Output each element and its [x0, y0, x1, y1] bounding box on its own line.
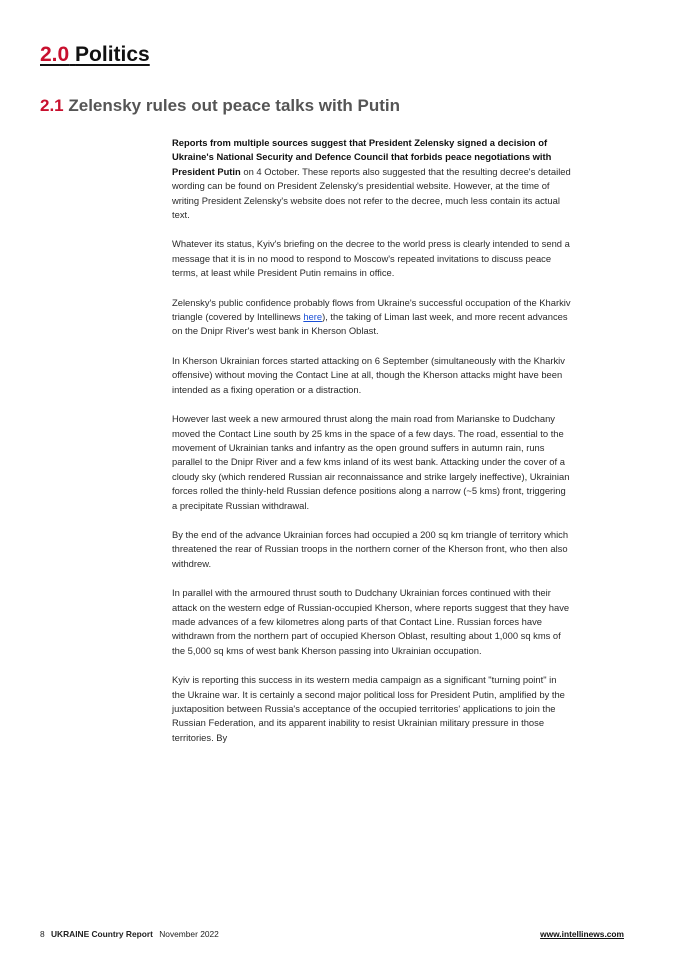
paragraph-8: Kyiv is reporting this success in its western media campaign as a significant "turning point" in the Ukraine war. It is certainly a second major political loss for President Putin, amplified by the juxtaposition between Russia's acceptance of the occupied territories' applications to join the Russian Federation, and its apparent inability to resist Ukrainian military pressure in those territories. By [172, 674, 565, 743]
report-name: UKRAINE Country Report [51, 929, 153, 939]
paragraph-4: In Kherson Ukrainian forces started attacking on 6 September (simultaneously with the Kharkiv offensive) without moving the Contact Line at all, though the Kherson attacks might have been intended as a fixing operation or a distraction. [172, 354, 565, 395]
paragraph-5: However last week a new armoured thrust along the main road from Marianske to Dudchany moved the Contact Line south by 25 kms in the space of a few days. The road, essential to the movement of Ukrainian tanks and infantry as the open ground suffers in autumn rain, runs parallel to the Dnipr River and a few kms inland of its west bank. Attacking under the cover of a cloudy sky (which rendered Russian air reconnaissance and strike largely ineffective), Ukrainian forces rolled the thinly-held Russian defence positions along a narrow (~5 kms) front, triggering a precipitate Russian withdrawal. [172, 413, 570, 511]
website-link[interactable]: www.intellinews.com [540, 929, 624, 939]
page-number: 8 [40, 929, 45, 939]
paragraph-3 [172, 296, 572, 339]
paragraph-2: Whatever its status, Kyiv's briefing on the decree to the world press is clearly intended to send a message that it is in no mood to respond to Moscow's repeated invitations to discuss peace terms, at least while President Putin remains in office. [172, 238, 570, 279]
subsection-heading [40, 96, 400, 116]
paragraph-3-text-b: ), the taking of Liman last week, and more recent advances on the Dnipr River's west bank in Kherson Oblast. [172, 311, 568, 337]
subsection-title: Zelensky rules out peace talks with Putin [68, 96, 400, 115]
footer-left [40, 929, 223, 939]
here-link[interactable]: here [303, 311, 323, 323]
section-number: 2.0 [40, 43, 70, 66]
paragraph-1-text: on 4 October. These reports also suggested that the resulting decree's detailed wording can be found on President Zelensky's presidential website. However, at the time of writing President Zelensky's website does not refer to the decree, much less contain its actual text. [172, 165, 571, 221]
report-period: November 2022 [159, 929, 219, 939]
page-footer [40, 929, 624, 939]
paragraph-6: By the end of the advance Ukrainian forces had occupied a 200 sq km triangle of territory which threatened the rear of Russian troops in the northern corner of the Kherson front, who then also withdrew. [172, 528, 569, 569]
lead-sentence: Reports from multiple sources suggest that President Zelensky signed a decision of Ukraine's National Security and Defence Council that forbids peace negotiations with President Putin [172, 137, 552, 177]
article-body [172, 136, 572, 760]
section-heading [40, 43, 150, 67]
section-title: Politics [75, 43, 150, 66]
subsection-number: 2.1 [40, 96, 64, 115]
paragraph-1 [172, 136, 572, 222]
paragraph-7: In parallel with the armoured thrust south to Dudchany Ukrainian forces continued with their attack on the western edge of Russian-occupied Kherson, where reports suggest that they have made advances of a few kilometres along parts of that Contact Line. Russian forces have withdrawn from the northern part of occupied Kherson Oblast, resulting about 1,000 sq kms of the 5,000 sq kms of west bank Kherson passing into Ukrainian occupation. [172, 587, 570, 656]
paragraph-3-text-a: Zelensky's public confidence probably flows from Ukraine's successful occupation of the Kharkiv triangle (covered by Intellinews [172, 296, 571, 323]
